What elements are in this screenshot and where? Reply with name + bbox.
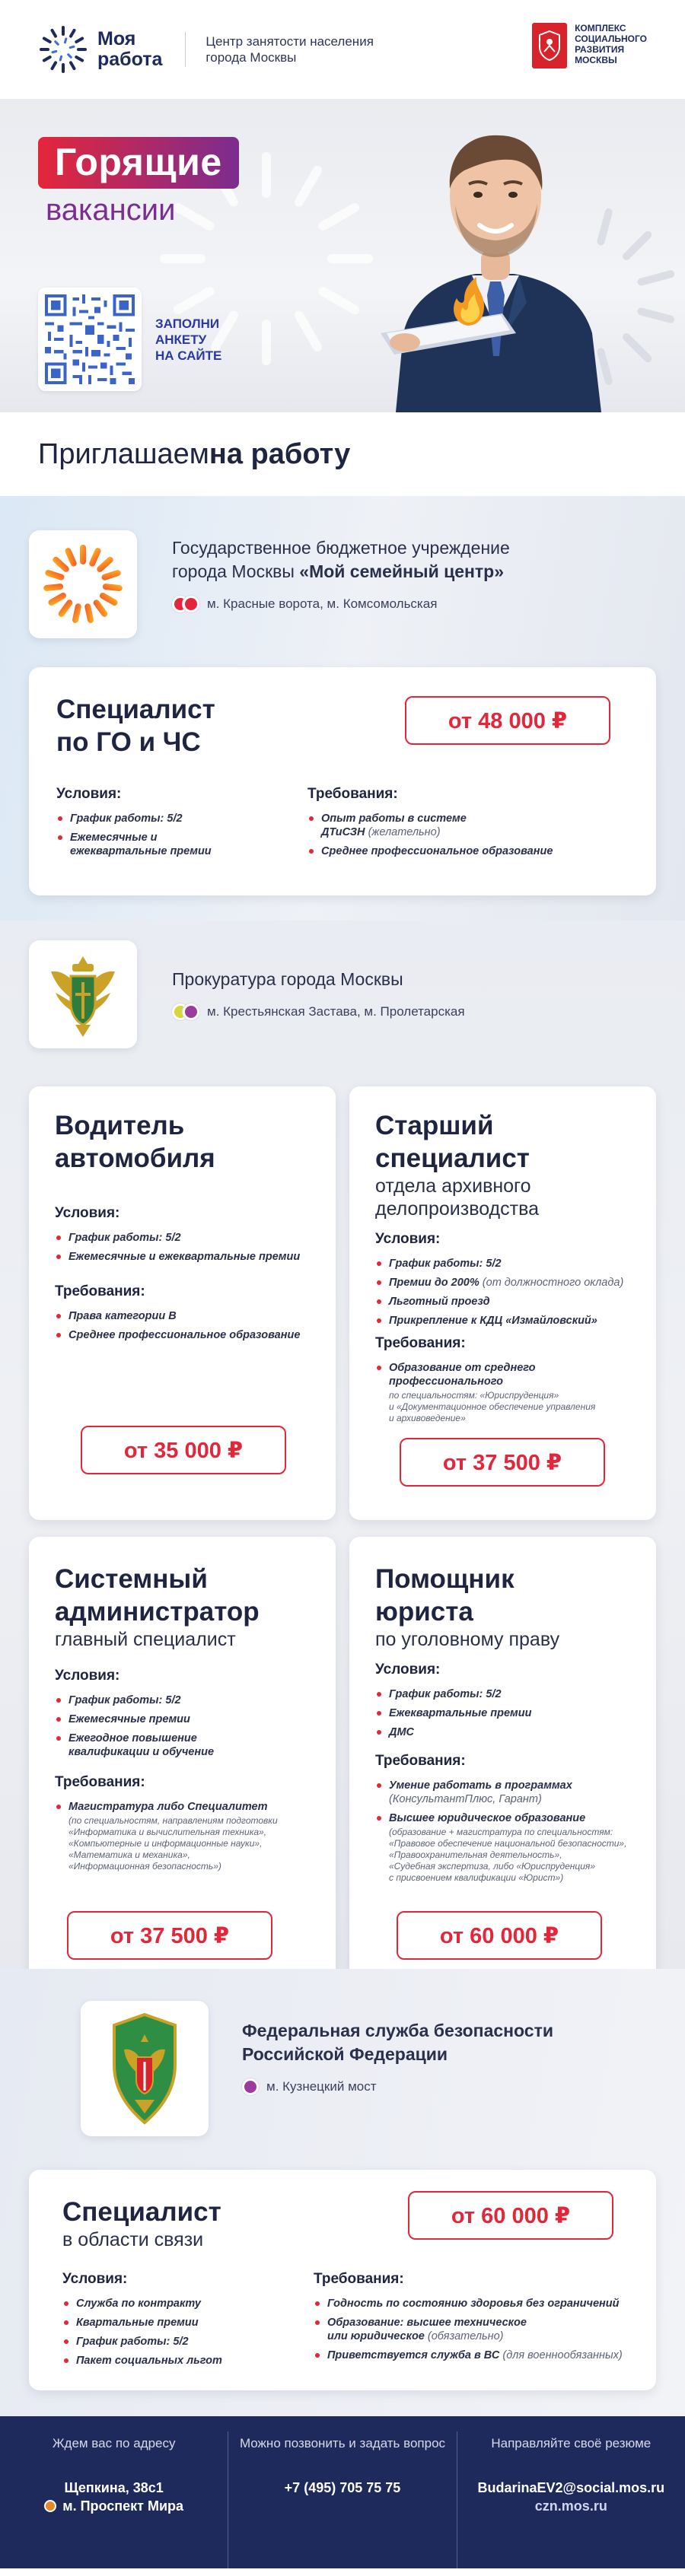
- family-center-logo-icon: [29, 530, 137, 638]
- vacancy-title-line2: специалист: [375, 1143, 530, 1173]
- vacancy-row-1: [29, 1086, 656, 1520]
- complex-line3: РАЗВИТИЯ: [575, 44, 625, 55]
- org-header-family-center: [29, 496, 656, 638]
- metro-line-icon: [172, 1003, 199, 1020]
- vacancy-title: [375, 1563, 630, 1628]
- org-section-fsb: [0, 1969, 685, 2416]
- logo-line1: Моя: [97, 28, 136, 49]
- moya-rabota-logo[interactable]: [38, 24, 162, 75]
- salary-badge: от 37 500 ₽: [400, 1438, 605, 1487]
- requirement-item: [314, 2316, 623, 2343]
- metro-dot-red: [183, 596, 199, 612]
- complex-text: [575, 23, 647, 65]
- vacancy-subtitle-line2: делопроизводства: [375, 1198, 540, 1220]
- org-header-prosecutor: [29, 921, 656, 1048]
- vacancy-title-line1: Водитель: [55, 1111, 185, 1140]
- conditions-block: [56, 786, 307, 863]
- org-section-family-center: [0, 496, 685, 921]
- complex-line1: КОМПЛЕКС: [575, 23, 626, 33]
- vacancy-title-line1: Системный: [55, 1564, 208, 1594]
- vacancy-card-go-chs[interactable]: [29, 667, 656, 895]
- requirement-small-line4: «Математика и механика»,: [68, 1849, 190, 1860]
- requirements-list: [55, 1309, 310, 1342]
- vacancy-title: Специалист: [62, 2197, 221, 2227]
- metro-family-center: [172, 596, 510, 612]
- requirement-small-line3: «Компьютерные и информационные науки»,: [68, 1838, 263, 1849]
- footer-site-link[interactable]: czn.mos.ru: [534, 2498, 607, 2514]
- complex-line4: МОСКВЫ: [575, 55, 617, 65]
- condition-item: График работы: 5/2: [55, 1231, 310, 1245]
- org-name-fsb: [242, 2019, 553, 2066]
- salary-badge: от 48 000 ₽: [405, 696, 610, 745]
- condition-item: Ежемесячные и ежеквартальные премии: [55, 1250, 310, 1264]
- metro-stations: м. Красные ворота, м. Комсомольская: [207, 596, 438, 611]
- businessman-with-tablet-illustration: [350, 105, 639, 412]
- requirement-item: Среднее профессиональное образование: [55, 1328, 310, 1342]
- qr-caption-line2: АНКЕТУ: [155, 332, 207, 347]
- vacancy-title-line1: Помощник: [375, 1564, 515, 1594]
- footer-resume-label: Направляйте своё резюме: [491, 2436, 652, 2450]
- condition-text: Премии до 200%: [389, 1277, 480, 1289]
- requirement-small-line2: «Правовое обеспечение национальной безопасности»,: [389, 1838, 627, 1849]
- requirement-small-line1: по специальностям: «Юриспруденция»: [389, 1390, 559, 1401]
- condition-text-line1: Ежегодное повышение: [68, 1732, 197, 1744]
- vacancy-row-2: [29, 1537, 656, 1969]
- salary-badge: от 60 000 ₽: [408, 2191, 613, 2240]
- conditions-label: Условия:: [55, 1668, 120, 1684]
- invite-heading: [0, 412, 685, 496]
- org-info-family-center: [172, 530, 510, 612]
- requirements-label: Требования:: [375, 1753, 466, 1769]
- hero-banner: [0, 99, 685, 412]
- condition-item: Льготный проезд: [375, 1295, 630, 1309]
- conditions-label: Условия:: [56, 786, 122, 802]
- org1-name-line2-bold: «Мой семейный центр»: [299, 561, 505, 581]
- hero-title: Горящие: [38, 137, 239, 189]
- footer-phone-number[interactable]: +7 (495) 705 75 75: [284, 2480, 401, 2495]
- metro-fsb: [242, 2078, 553, 2095]
- vacancy-card-communications-specialist[interactable]: [29, 2170, 656, 2390]
- requirement-text: Опыт работы в системе ДТиСЗН: [321, 813, 467, 838]
- condition-item: График работы: 5/2: [375, 1687, 630, 1701]
- requirement-small-line5: с присвоением квалификации «Юрист»): [389, 1872, 564, 1883]
- requirement-small-line5: «Информационная безопасность»): [68, 1861, 221, 1872]
- salary-badge: от 35 000 ₽: [81, 1426, 286, 1474]
- conditions-list: [56, 812, 307, 858]
- org-info-prosecutor: [172, 940, 465, 1020]
- org-name-prosecutor: Прокуратура города Москвы: [172, 969, 403, 989]
- org-info-fsb: [242, 2001, 553, 2095]
- requirement-text-line2: профессионального: [389, 1375, 503, 1388]
- metro-dot-purple: [242, 2078, 259, 2095]
- requirements-list: [375, 1779, 630, 1884]
- footer-address-label: Ждем вас по адресу: [52, 2436, 176, 2450]
- condition-item: График работы: 5/2: [375, 1257, 630, 1271]
- fsb-emblem-icon: [81, 2001, 209, 2136]
- conditions-list: [62, 2297, 314, 2368]
- conditions-list: [375, 1687, 630, 1739]
- metro-line-icon: [242, 2078, 259, 2095]
- employment-center-name: [206, 33, 373, 65]
- vacancy-title-line2: администратор: [55, 1597, 260, 1627]
- org-name-family-center: [172, 536, 510, 584]
- vacancy-title-line2: по ГО и ЧС: [56, 727, 201, 757]
- requirements-label: Требования:: [55, 1774, 145, 1790]
- condition-item: Ежеквартальные премии: [375, 1706, 630, 1720]
- center-line2: города Москвы: [206, 50, 297, 65]
- requirement-small-line1: (по специальностям, направлениям подготовки: [68, 1815, 278, 1826]
- requirement-small-line2: «Информатика и вычислительная техника»,: [68, 1827, 267, 1837]
- requirement-text: Приветствуется служба в ВС: [327, 2349, 500, 2361]
- metro-dot-orange-icon: [44, 2500, 56, 2512]
- requirement-item: Права категории В: [55, 1309, 310, 1323]
- metro-dot-purple: [183, 1003, 199, 1020]
- requirement-small-line1: (образование + магистратура по специальностям:: [389, 1827, 613, 1837]
- requirements-list: [375, 1361, 630, 1424]
- condition-item: Ежемесячные премии: [55, 1713, 310, 1726]
- footer-email-link[interactable]: BudarinaEV2@social.mos.ru: [477, 2480, 665, 2495]
- logo-text: [97, 29, 162, 70]
- invite-regular: Приглашаем: [38, 437, 209, 470]
- conditions-label: Условия:: [375, 1662, 441, 1678]
- requirement-small-line3: и архивоведение»: [389, 1413, 466, 1423]
- center-line1: Центр занятости населения: [206, 34, 374, 49]
- footer: [0, 2416, 685, 2568]
- prosecutor-emblem-icon: [29, 940, 137, 1048]
- complex-line2: СОЦИАЛЬНОГО: [575, 33, 647, 44]
- vacancy-subtitle: по уголовному праву: [375, 1629, 560, 1650]
- requirements-label: Требования:: [375, 1335, 466, 1351]
- condition-item: Служба по контракту: [62, 2297, 314, 2310]
- vacancy-details: [62, 2271, 627, 2373]
- condition-item: График работы: 5/2: [56, 812, 307, 825]
- conditions-label: Условия:: [375, 1231, 441, 1247]
- footer-resume: [457, 2431, 685, 2568]
- requirement-text: Магистратура либо Специалитет: [68, 1801, 268, 1813]
- conditions-block: [62, 2271, 314, 2373]
- vacancy-title-line1: Старший: [375, 1111, 494, 1140]
- requirements-label: Требования:: [307, 786, 398, 802]
- metro-stations: м. Кузнецкий мост: [266, 2079, 377, 2094]
- conditions-list: [375, 1257, 630, 1328]
- vacancy-subtitle-line1: отдела архивного: [375, 1175, 531, 1197]
- vacancy-title-line2: юриста: [375, 1597, 473, 1627]
- requirements-label: Требования:: [314, 2271, 404, 2287]
- requirements-block: [314, 2271, 623, 2373]
- moscow-coat-of-arms-icon: [532, 23, 567, 68]
- vacancy-title: [375, 1109, 630, 1175]
- condition-item: ДМС: [375, 1725, 630, 1739]
- condition-item: Прикрепление к КДЦ «Измайловский»: [375, 1314, 630, 1328]
- footer-address: [0, 2431, 228, 2568]
- requirement-text: Высшее юридическое образование: [389, 1812, 586, 1824]
- qr-block[interactable]: [38, 288, 221, 391]
- condition-item: Квартальные премии: [62, 2316, 314, 2330]
- requirement-item: Среднее профессиональное образование: [307, 844, 553, 858]
- vacancy-subtitle: главный специалист: [55, 1629, 236, 1650]
- requirements-label: Требования:: [55, 1283, 145, 1299]
- requirement-note: (для военнообязанных): [502, 2349, 623, 2361]
- vacancy-subtitle: [375, 1175, 630, 1220]
- footer-address-street: Щепкина, 38с1: [64, 2480, 164, 2495]
- requirement-note: (обязательно): [427, 2330, 504, 2342]
- condition-item: [375, 1276, 630, 1290]
- org1-name-line2-regular: города Москвы: [172, 561, 300, 581]
- condition-item: [55, 1732, 310, 1759]
- footer-metro-station: м. Проспект Мира: [62, 2498, 184, 2514]
- footer-phone: [228, 2431, 456, 2568]
- header: [0, 0, 685, 99]
- requirement-item: Годность по состоянию здоровья без ограничений: [314, 2297, 623, 2310]
- condition-item: Пакет социальных льгот: [62, 2354, 314, 2368]
- org3-name-line1: Федеральная служба безопасности: [242, 2021, 553, 2040]
- salary-badge: от 37 500 ₽: [67, 1911, 272, 1960]
- vacancy-card-lawyer-assistant[interactable]: [349, 1537, 656, 1969]
- requirement-note: (КонсультантПлюс, Гарант): [389, 1793, 542, 1805]
- invite-bold: на работу: [209, 437, 351, 470]
- conditions-list: [55, 1693, 310, 1759]
- org1-name-line2: [172, 560, 510, 584]
- vacancy-details: [56, 786, 629, 863]
- vacancy-title: [55, 1563, 310, 1628]
- requirement-item: [375, 1811, 630, 1884]
- condition-item: График работы: 5/2: [55, 1693, 310, 1707]
- org-header-fsb: [29, 1969, 656, 2136]
- org-section-prosecutor: [0, 921, 685, 1969]
- requirement-text-line2: или юридическое: [327, 2330, 425, 2342]
- condition-text-line2: квалификации и обучение: [68, 1746, 215, 1758]
- qr-caption-line1: ЗАПОЛНИ: [155, 316, 220, 331]
- org1-name-line1: Государственное бюджетное учреждение: [172, 538, 510, 558]
- requirements-list: [55, 1800, 310, 1872]
- requirement-item: [307, 812, 483, 839]
- hero-subtitle: вакансии: [46, 193, 176, 227]
- org3-name-line2: Российской Федерации: [242, 2044, 448, 2064]
- requirement-text-line1: Образование от среднего: [389, 1362, 536, 1374]
- requirements-block: [307, 786, 553, 863]
- vacancy-title-line1: Специалист: [56, 695, 215, 724]
- metro-line-icon: [172, 596, 199, 612]
- moya-rabota-logo-icon: [38, 24, 88, 75]
- requirement-item: [375, 1361, 630, 1424]
- vacancy-title-line2: автомобиля: [55, 1143, 215, 1173]
- condition-item: График работы: 5/2: [62, 2335, 314, 2349]
- conditions-label: Условия:: [55, 1205, 120, 1221]
- header-divider: [185, 32, 186, 67]
- qr-caption: [155, 316, 221, 364]
- logo-line2: работа: [97, 49, 163, 70]
- requirements-list: [307, 812, 553, 858]
- vacancy-title: [55, 1109, 310, 1175]
- requirements-list: [314, 2297, 623, 2362]
- social-complex-logo[interactable]: [532, 23, 647, 68]
- vacancy-subtitle: в области связи: [62, 2229, 204, 2250]
- requirement-note: (желательно): [368, 826, 441, 838]
- vacancy-card-driver[interactable]: [29, 1086, 336, 1520]
- requirement-text: Умение работать в программах: [389, 1779, 572, 1792]
- footer-phone-label: Можно позвонить и задать вопрос: [239, 2436, 446, 2450]
- metro-stations: м. Крестьянская Застава, м. Пролетарская: [207, 1004, 465, 1019]
- requirement-item: [314, 2349, 623, 2362]
- requirement-item: [375, 1779, 630, 1806]
- conditions-list: [55, 1231, 310, 1264]
- vacancy-card-system-admin[interactable]: [29, 1537, 336, 1969]
- conditions-label: Условия:: [62, 2271, 128, 2287]
- vacancy-card-senior-specialist[interactable]: [349, 1086, 656, 1520]
- condition-note: (от должностного оклада): [482, 1277, 624, 1289]
- qr-code-icon[interactable]: [38, 288, 142, 391]
- condition-item: Ежемесячные и ежеквартальные премии: [56, 831, 254, 858]
- footer-address-metro: [44, 2497, 183, 2515]
- requirement-small-line3: «Правоохранительная деятельность»,: [389, 1849, 562, 1860]
- requirement-small-line4: «Судебная экспертиза, либо «Юриспруденция»: [389, 1861, 596, 1872]
- salary-badge: от 60 000 ₽: [397, 1911, 602, 1960]
- requirement-text-line1: Образование: высшее техническое: [327, 2317, 527, 2329]
- qr-caption-line3: НА САЙТЕ: [155, 348, 222, 363]
- requirement-small-line2: и «Документационное обеспечение управления: [389, 1401, 596, 1412]
- metro-prosecutor: [172, 1003, 465, 1020]
- requirement-item: [55, 1800, 310, 1872]
